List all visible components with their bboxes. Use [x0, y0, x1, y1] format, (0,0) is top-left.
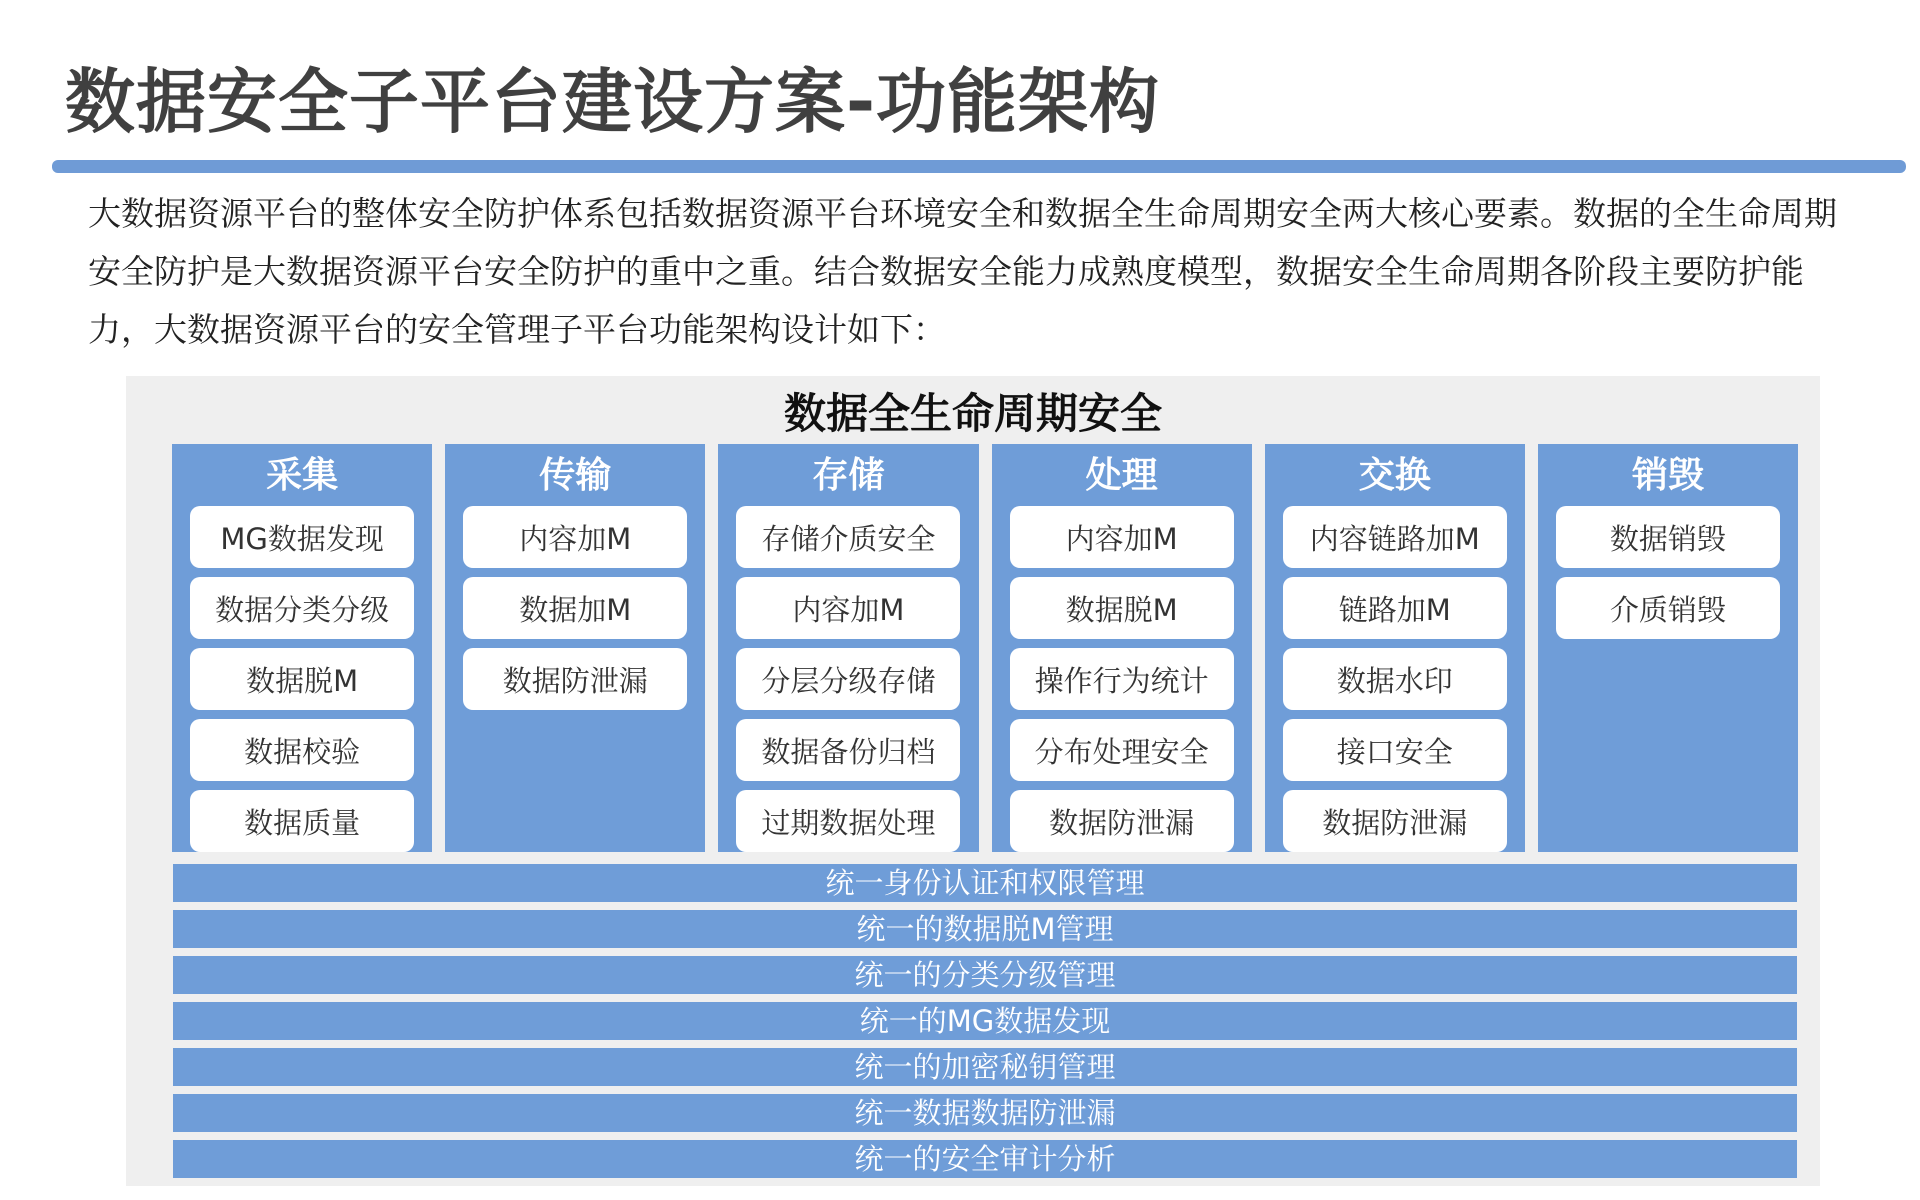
capability-box: 内容加M [1010, 506, 1234, 568]
unified-management-row: 统一的加密秘钥管理 [173, 1048, 1797, 1086]
lifecycle-column [445, 444, 705, 852]
column-header: 存储 [812, 455, 885, 496]
capability-box: 内容加M [736, 577, 960, 639]
capability-box: 数据脱M [1010, 577, 1234, 639]
capability-box: 数据防泄漏 [1010, 790, 1234, 852]
column-header: 交换 [1358, 455, 1431, 496]
capability-box: 过期数据处理 [736, 790, 960, 852]
diagram-title: 数据全生命周期安全 [783, 389, 1162, 438]
lifecycle-column [718, 444, 978, 852]
column-items [1265, 506, 1525, 852]
lifecycle-column [992, 444, 1252, 852]
capability-box: 链路加M [1283, 577, 1507, 639]
capability-box: 数据防泄漏 [463, 648, 687, 710]
capability-box: 数据质量 [190, 790, 414, 852]
capability-box: 数据校验 [190, 719, 414, 781]
lifecycle-columns [172, 444, 1798, 852]
lifecycle-column [1265, 444, 1525, 852]
capability-box: MG数据发现 [190, 506, 414, 568]
capability-box: 分层分级存储 [736, 648, 960, 710]
unified-management-row: 统一身份认证和权限管理 [173, 864, 1797, 902]
architecture-diagram [126, 376, 1820, 1186]
capability-box: 数据销毁 [1556, 506, 1780, 568]
column-items [992, 506, 1252, 852]
capability-box: 数据脱M [190, 648, 414, 710]
column-header: 传输 [539, 455, 612, 496]
lifecycle-column [172, 444, 432, 852]
column-header: 采集 [266, 455, 339, 496]
capability-box: 操作行为统计 [1010, 648, 1234, 710]
capability-box: 内容链路加M [1283, 506, 1507, 568]
capability-box: 数据备份归档 [736, 719, 960, 781]
capability-box: 介质销毁 [1556, 577, 1780, 639]
unified-management-row: 统一的安全审计分析 [173, 1140, 1797, 1178]
capability-box: 内容加M [463, 506, 687, 568]
capability-box: 数据防泄漏 [1283, 790, 1507, 852]
column-header: 销毁 [1631, 455, 1704, 496]
unified-management-row: 统一的数据脱M管理 [173, 910, 1797, 948]
lifecycle-column [1538, 444, 1798, 852]
capability-box: 存储介质安全 [736, 506, 960, 568]
column-items [1538, 506, 1798, 639]
page-title: 数据安全子平台建设方案-功能架构 [65, 61, 1161, 143]
capability-box: 数据分类分级 [190, 577, 414, 639]
column-items [445, 506, 705, 710]
capability-box: 数据加M [463, 577, 687, 639]
title-underline [52, 160, 1906, 173]
unified-management-row: 统一数据数据防泄漏 [173, 1094, 1797, 1132]
capability-box: 分布处理安全 [1010, 719, 1234, 781]
column-items [718, 506, 978, 852]
column-header: 处理 [1085, 455, 1158, 496]
unified-management-row: 统一的分类分级管理 [173, 956, 1797, 994]
capability-box: 接口安全 [1283, 719, 1507, 781]
capability-box: 数据水印 [1283, 648, 1507, 710]
unified-management-row: 统一的MG数据发现 [173, 1002, 1797, 1040]
unified-management-rows [173, 864, 1797, 1178]
intro-paragraph: 大数据资源平台的整体安全防护体系包括数据资源平台环境安全和数据全生命周期安全两大核心要素。数据的全生命周期安全防护是大数据资源平台安全防护的重中之重。结合数据安全能力成熟度模型，数据安全生命周期各阶段主要防护能力，大数据资源平台的安全管理子平台功能架构设计如下： [88, 194, 1837, 349]
column-items [172, 506, 432, 852]
